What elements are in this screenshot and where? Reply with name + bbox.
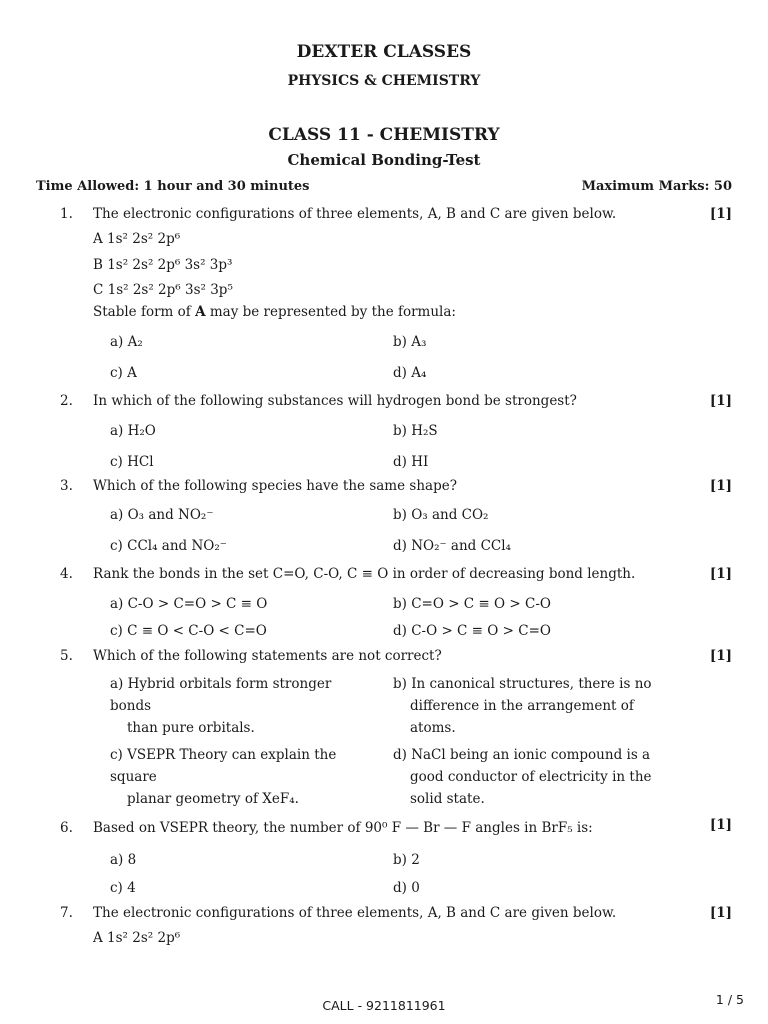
question-marks: [1] <box>709 206 732 222</box>
question-marks: [1] <box>709 566 732 582</box>
option-a: a) 8 <box>110 852 137 868</box>
option-d: d) A₄ <box>393 365 427 381</box>
question-number: 6. <box>60 820 73 836</box>
test-title: Chemical Bonding-Test <box>287 151 481 169</box>
question-number: 5. <box>60 648 73 664</box>
option-c: c) HCl <box>110 454 154 470</box>
question-text: Based on VSEPR theory, the number of 90⁰ F — Br — F angles in BrF₅ is: <box>93 820 593 836</box>
option-c: c) C ≡ O < C-O < C=O <box>110 623 267 639</box>
option-b: b) In canonical structures, there is no difference in the arrangement of atoms. <box>393 676 652 736</box>
option-b: b) H₂S <box>393 423 438 439</box>
option-a: a) H₂O <box>110 423 156 439</box>
option-a: a) C-O > C=O > C ≡ O <box>110 596 268 612</box>
configuration-a: A 1s² 2s² 2p⁶ <box>93 930 181 946</box>
option-d: d) 0 <box>393 880 420 896</box>
question-marks: [1] <box>709 478 732 494</box>
option-c: c) A <box>110 365 137 381</box>
configuration-a: A 1s² 2s² 2p⁶ <box>93 231 181 247</box>
option-d: d) C-O > C ≡ O > C=O <box>393 623 551 639</box>
question-number: 1. <box>60 206 73 222</box>
option-d: d) NO₂⁻ and CCl₄ <box>393 538 511 554</box>
question-text: The electronic configurations of three elements, A, B and C are given below. <box>93 905 617 921</box>
subjects-title: PHYSICS & CHEMISTRY <box>287 73 481 89</box>
option-a: a) Hybrid orbitals form stronger bonds than pure orbitals. <box>110 676 332 736</box>
option-c: c) VSEPR Theory can explain the square planar geometry of XeF₄. <box>110 747 337 807</box>
question-marks: [1] <box>709 817 732 833</box>
question-marks: [1] <box>709 648 732 664</box>
question-text: Which of the following statements are not correct? <box>93 648 442 664</box>
question-marks: [1] <box>709 393 732 409</box>
footer-phone: CALL - 9211811961 <box>322 998 446 1013</box>
configuration-c: C 1s² 2s² 2p⁶ 3s² 3p⁵ <box>93 282 233 298</box>
option-c: c) 4 <box>110 880 136 896</box>
option-b: b) A₃ <box>393 334 427 350</box>
option-b: b) C=O > C ≡ O > C-O <box>393 596 551 612</box>
question-number: 7. <box>60 905 73 921</box>
option-a: a) A₂ <box>110 334 143 350</box>
page-number: 1 / 5 <box>715 992 744 1007</box>
class-title: CLASS 11 - CHEMISTRY <box>268 125 500 145</box>
option-b: b) O₃ and CO₂ <box>393 507 489 523</box>
time-allowed: Time Allowed: 1 hour and 30 minutes <box>36 179 310 194</box>
option-d: d) NaCl being an ionic compound is a good conductor of electricity in the solid state. <box>393 747 652 807</box>
question-marks: [1] <box>709 905 732 921</box>
option-a: a) O₃ and NO₂⁻ <box>110 507 214 523</box>
configuration-b: B 1s² 2s² 2p⁶ 3s² 3p³ <box>93 257 233 273</box>
option-c: c) CCl₄ and NO₂⁻ <box>110 538 227 554</box>
question-number: 2. <box>60 393 73 409</box>
institute-name: DEXTER CLASSES <box>296 42 472 62</box>
question-text: In which of the following substances will hydrogen bond be strongest? <box>93 393 577 409</box>
question-text: Rank the bonds in the set C=O, C-O, C ≡ O in order of decreasing bond length. <box>93 566 636 582</box>
question-stem: Stable form of A may be represented by the formula: <box>93 304 456 320</box>
option-d: d) HI <box>393 454 429 470</box>
maximum-marks: Maximum Marks: 50 <box>581 179 732 194</box>
question-text: Which of the following species have the same shape? <box>93 478 457 494</box>
question-number: 3. <box>60 478 73 494</box>
question-number: 4. <box>60 566 73 582</box>
question-text: The electronic configurations of three elements, A, B and C are given below. <box>93 206 617 222</box>
option-b: b) 2 <box>393 852 420 868</box>
